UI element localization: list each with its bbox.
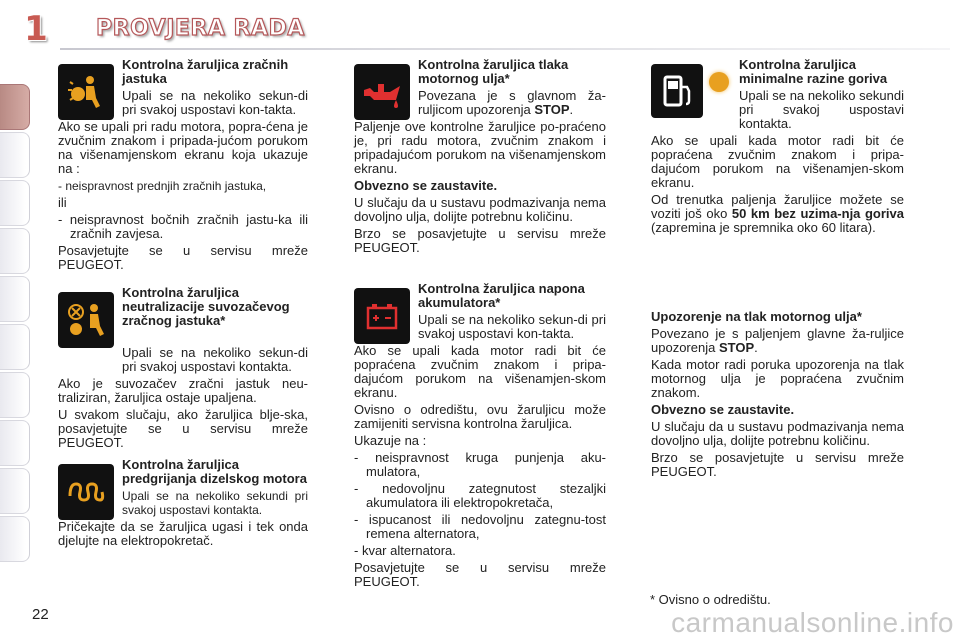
oil-pressure-p5: Brzo se posavjetujte u servisu mreže PEUGEOT. — [651, 450, 904, 479]
airbag-p1: Ako se upali pri radu motora, popra-ćena je zvučnim znakom i pripada-jućom porukom na višenamjenskom ekranu koja ukazuje na : — [58, 119, 308, 176]
neutralize-intro: Upali se na nekoliko sekun-di pri svakoj uspostavi kontakta. — [122, 345, 308, 374]
neutralize-title: Kontrolna žaruljica neutralizacije suvozačevog zračnog jastuka* — [122, 285, 290, 328]
oil-pressure-p4: U slučaju da u sustavu podmazivanja nema dovoljno ulja, dolijte potrebnu količinu. — [651, 419, 904, 448]
page-header — [0, 0, 960, 48]
page-number: 22 — [32, 606, 49, 623]
airbag-intro: Upali se na nekoliko sekun-di pri svakoj uspostavi kon-takta. — [122, 88, 308, 117]
chapter-tab-strip — [0, 60, 30, 580]
battery-section — [354, 282, 606, 592]
airbag-p2: Posavjetujte se u servisu mreže PEUGEOT. — [58, 243, 308, 272]
watermark: carmanualsonline.info — [671, 607, 954, 638]
neutralize-p1: Ako je suvozačev zračni jastuk neu-traliziran, žaruljica ostaje upaljena. — [58, 376, 308, 405]
oil-p4: Brzo se posavjetujte u servisu mreže PEUGEOT. — [354, 226, 606, 255]
glow-p1: Pričekajte da se žaruljica ugasi i tek onda djelujte na elektropokretač. — [58, 519, 308, 548]
battery-item: - ispucanost ili nedovoljnu zategnu-tost remena alternatora, — [354, 512, 606, 541]
chapter-tab-5[interactable] — [0, 276, 30, 322]
fuel-range: 50 km bez uzima-nja goriva — [731, 206, 904, 221]
oil-intro-end: . — [569, 102, 574, 117]
oil-pressure-p1-end: . — [754, 340, 758, 355]
battery-title: Kontrolna žaruljica napona akumulatora* — [418, 281, 585, 310]
airbag-warning-icon — [58, 64, 114, 120]
footnote: * Ovisno o odredištu. — [650, 592, 771, 607]
fuel-p2 — [651, 193, 904, 235]
amber-indicator-icon — [709, 72, 729, 92]
oil-p3: U slučaju da u sustavu podmazivanja nema dovoljno ulja, dolijte potrebnu količinu. — [354, 195, 606, 224]
battery-p4: Posavjetujte se u servisu mreže PEUGEOT. — [354, 560, 606, 589]
airbag-neutralize-section — [58, 286, 308, 453]
battery-item: - nedovoljnu zategnutost stezaljki akumulatora ili elektropokretača, — [354, 481, 606, 510]
oil-pressure-p2: Kada motor radi poruka upozorenja na tlak motornog ulja je popraćena zvučnim znakom. — [651, 357, 904, 400]
airbag-section — [58, 58, 308, 275]
oil-pressure-warning-section — [651, 310, 904, 482]
neutralize-p2: U svakom slučaju, ako žaruljica blje-ska, posavjetujte se u servisu mreže PEUGEOT. — [58, 407, 308, 450]
header-divider — [60, 48, 950, 50]
oil-pressure-icon — [354, 64, 410, 120]
chapter-tab-6[interactable] — [0, 324, 30, 370]
fuel-p1: Ako se upali kada motor radi bit će popraćena zvučnim znakom i pripa-dajućom porukom na višenamjen-skom ekranu. — [651, 133, 904, 190]
airbag-title: Kontrolna žaruljica zračnih jastuka — [122, 57, 289, 86]
glow-plug-section — [58, 458, 308, 551]
oil-p1: Paljenje ove kontrolne žaruljice po-praćeno je, pri radu motora, zvučnim znakom i pripadajućom porukom na višenamjenskom ekranu. — [354, 119, 606, 176]
airbag-item2: - neispravnost bočnih zračnih jastu-ka ili zračnih zavjesa. — [58, 212, 308, 241]
diesel-glow-plug-icon — [58, 464, 114, 520]
chapter-tab-3[interactable] — [0, 180, 30, 226]
oil-pressure-stop: STOP — [718, 340, 755, 355]
page-title: PROVJERA RADA — [96, 16, 305, 41]
battery-p2: Ovisno o odredištu, ovu žaruljicu može zamijeniti servisna kontrolna žaruljica. — [354, 402, 606, 431]
glow-title: Kontrolna žaruljica predgrijanja dizelskog motora — [122, 457, 307, 486]
oil-section — [354, 58, 606, 258]
battery-item: - neispravnost kruga punjenja aku-mulatora, — [354, 450, 606, 479]
chapter-badge — [6, 8, 66, 50]
chapter-tab-1[interactable] — [0, 84, 30, 130]
chapter-tab-7[interactable] — [0, 372, 30, 418]
chapter-tab-8[interactable] — [0, 420, 30, 466]
chapter-tab-4[interactable] — [0, 228, 30, 274]
oil-title: Kontrolna žaruljica tlaka motornog ulja* — [418, 57, 569, 86]
battery-icon — [354, 288, 410, 344]
fuel-pump-icon — [651, 64, 703, 118]
chapter-tab-2[interactable] — [0, 132, 30, 178]
battery-item: - kvar alternatora. — [354, 543, 456, 558]
fuel-title: Kontrolna žaruljica minimalne razine goriva — [739, 57, 888, 86]
chapter-tab-10[interactable] — [0, 516, 30, 562]
battery-p1: Ako se upali kada motor radi bit će popraćena zvučnim znakom i pripa-dajućom porukom na višenamjen-skom ekranu. — [354, 343, 606, 400]
oil-p2: Obvezno se zaustavite. — [354, 178, 498, 193]
airbag-item1: - neispravnost prednjih zračnih jastuka, — [58, 179, 267, 193]
oil-pressure-p1-text: Povezano je s paljenjem glavne ža-ruljice upozorenja — [651, 326, 904, 355]
fuel-p2-text: Od trenutka paljenja žaruljice možete se voziti još oko — [651, 192, 904, 221]
oil-pressure-p1 — [651, 327, 904, 355]
oil-intro — [418, 89, 606, 117]
fuel-p2-end: (zapremina je spremnika oko 60 litara). — [651, 220, 876, 235]
battery-intro: Upali se na nekoliko sekun-di pri svakoj uspostavi kon-takta. — [418, 312, 606, 341]
chapter-number: 1 — [24, 9, 48, 49]
passenger-airbag-off-icon — [58, 292, 114, 348]
oil-intro-text: Povezana je s glavnom ža-ruljicom upozorenja — [418, 88, 606, 117]
oil-stop-label: STOP — [534, 102, 570, 117]
fuel-section — [651, 58, 904, 238]
chapter-tab-9[interactable] — [0, 468, 30, 514]
glow-intro: Upali se na nekoliko sekundi pri svakoj uspostavi kontakta. — [122, 489, 308, 517]
oil-pressure-p3: Obvezno se zaustavite. — [651, 402, 795, 417]
airbag-or: ili — [58, 195, 67, 210]
oil-pressure-title: Upozorenje na tlak motornog ulja* — [651, 309, 862, 324]
fuel-intro: Upali se na nekoliko sekundi pri svakoj uspostavi kontakta. — [739, 88, 904, 131]
battery-p3: Ukazuje na : — [354, 433, 427, 448]
